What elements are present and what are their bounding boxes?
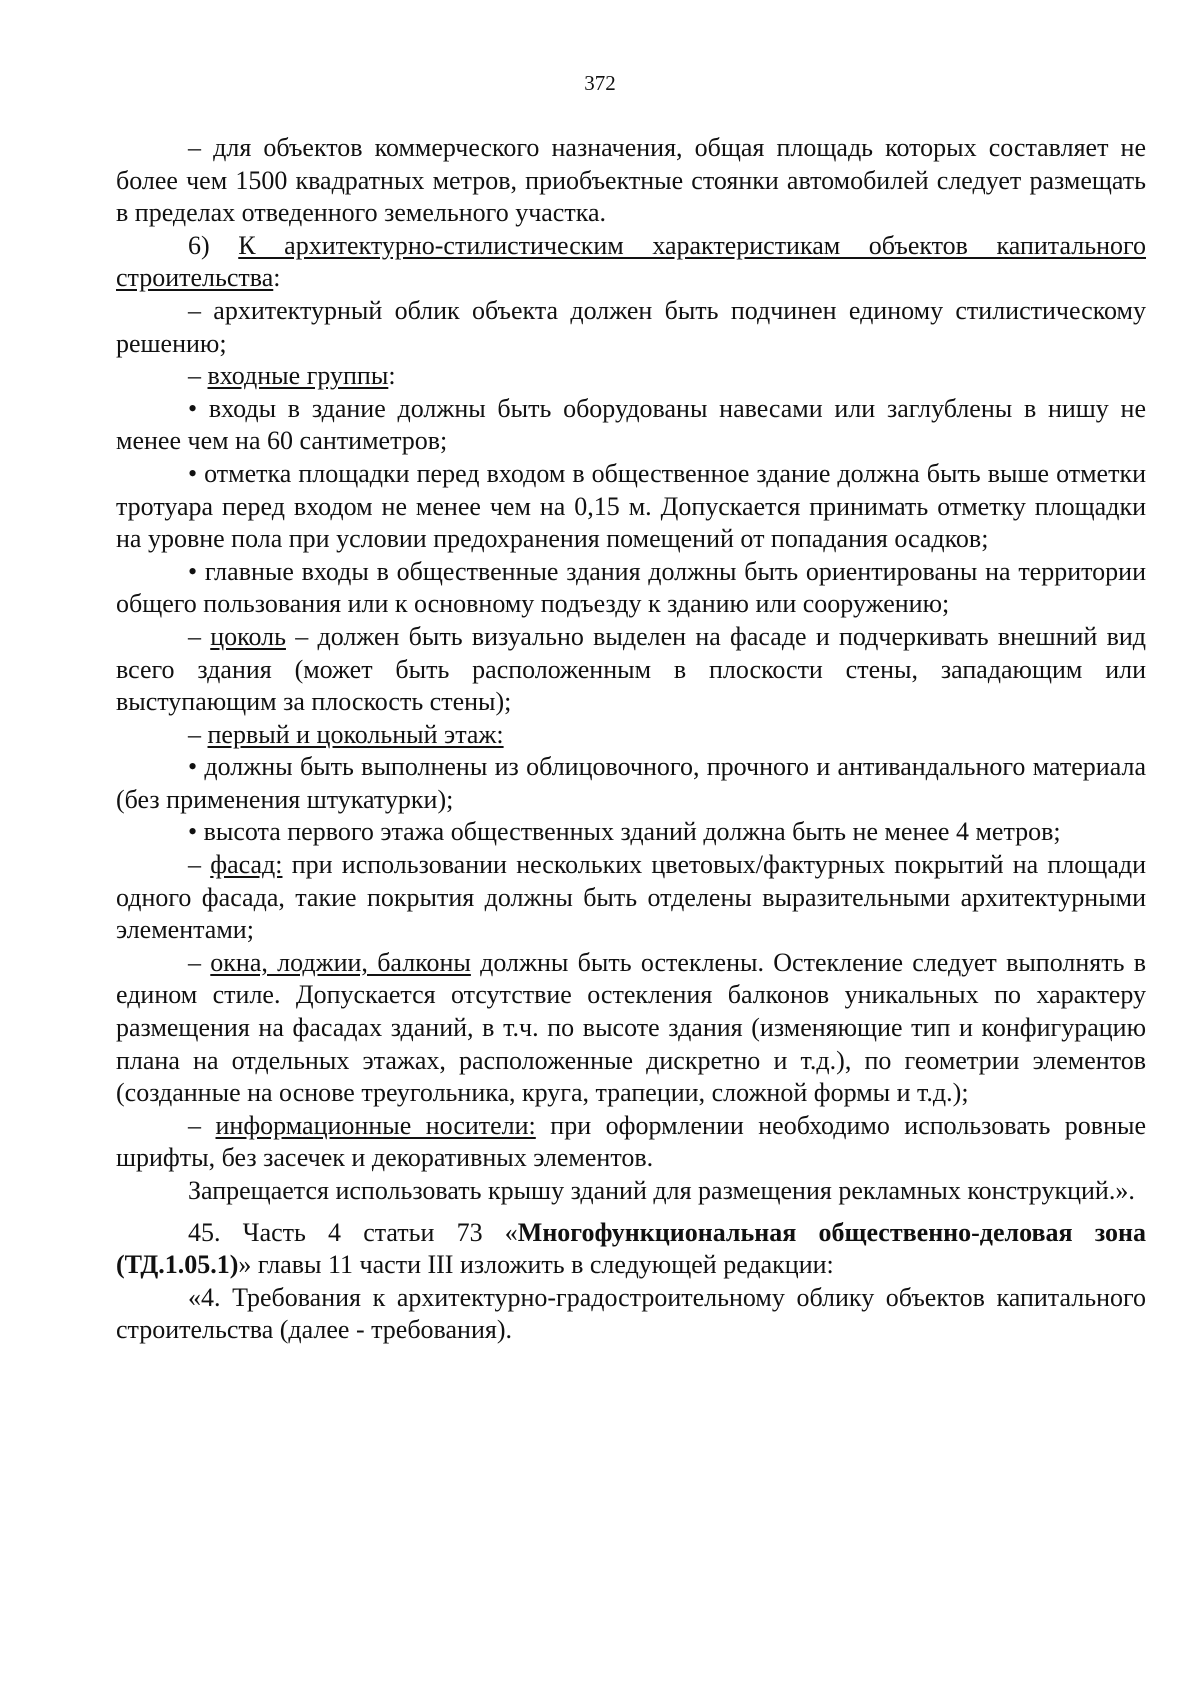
text-run: » главы 11 части III изложить в следующей редакции: bbox=[238, 1250, 834, 1280]
text-run: при оформлении необходимо использовать ровные шрифты, без засечек и декоративных элементов. bbox=[116, 1110, 1146, 1173]
text-run: Запрещается использовать крышу зданий для размещения рекламных конструкций.». bbox=[188, 1176, 1135, 1205]
paragraph bbox=[116, 360, 1146, 393]
text-run: – bbox=[188, 1110, 216, 1140]
paragraph bbox=[116, 816, 1146, 849]
paragraph bbox=[116, 719, 1146, 752]
text-run: – должен быть визуально выделен на фасаде и подчеркивать внешний вид всего здания (может быть расположенным в плоскости стены, западающим или выступающим за плоскость стены); bbox=[116, 621, 1146, 717]
underlined-text: окна, лоджии, балконы bbox=[210, 947, 471, 977]
paragraph bbox=[116, 1217, 1146, 1282]
text-run: : bbox=[388, 361, 396, 391]
paragraph bbox=[116, 1110, 1146, 1175]
text-run: • входы в здание должны быть оборудованы навесами или заглублены в нишу не менее чем на 60 сантиметров; bbox=[116, 393, 1146, 456]
text-run: : bbox=[273, 263, 281, 293]
paragraph bbox=[116, 751, 1146, 816]
text-run: – bbox=[188, 361, 208, 391]
underlined-text: первый и цокольный этаж: bbox=[207, 719, 504, 749]
paragraph bbox=[116, 1175, 1146, 1208]
underlined-text: информационные носители: bbox=[215, 1110, 536, 1140]
text-run: • высота первого этажа общественных зданий должна быть не менее 4 метров; bbox=[188, 817, 1061, 847]
paragraph bbox=[116, 295, 1146, 360]
text-run: – bbox=[188, 947, 211, 977]
text-run: – bbox=[188, 850, 211, 880]
underlined-text: фасад: bbox=[210, 850, 283, 880]
paragraph bbox=[116, 556, 1146, 621]
text-run: • отметка площадки перед входом в общественное здание должна быть выше отметки тротуара перед входом не менее чем на 0,15 м. Допускается принимать отметку площадки на уровне пола при условии предохранения помещений от попадания осадков; bbox=[116, 458, 1146, 554]
text-run: должны быть остеклены. Остекление следует выполнять в едином стиле. Допускается отсутствие остекления балконов уникальных по характеру размещения на фасадах зданий, в т.ч. по высоте здания (изменяющие тип и конфигурацию плана на отдельных этажах, расположенные дискретно и т.д.), по геометрии элементов (созданные на основе треугольника, круга, трапеции, сложной формы и т.д.); bbox=[116, 947, 1147, 1108]
underlined-text: К архитектурно-стилистическим характеристикам объектов капитального строительства bbox=[116, 230, 1146, 293]
paragraph bbox=[116, 621, 1146, 719]
text-run: 6) bbox=[188, 230, 239, 260]
text-run: • главные входы в общественные здания должны быть ориентированы на территории общего пользования или к основному подъезду к зданию или сооружению; bbox=[116, 556, 1146, 619]
paragraph bbox=[116, 947, 1146, 1110]
paragraph bbox=[116, 230, 1146, 295]
paragraph bbox=[116, 1282, 1146, 1347]
text-run: «4. Требования к архитектурно-градостроительному облику объектов капитального строительства (далее - требования). bbox=[116, 1282, 1146, 1345]
paragraph bbox=[116, 132, 1146, 230]
document-body bbox=[116, 132, 1146, 1347]
text-run: – архитектурный облик объекта должен быть подчинен единому стилистическому решению; bbox=[116, 295, 1146, 358]
text-run: при использовании нескольких цветовых/фактурных покрытий на площади одного фасада, такие покрытия должны быть отделены выразительными архитектурными элементами; bbox=[116, 850, 1147, 945]
text-run: – bbox=[188, 621, 211, 651]
paragraph bbox=[116, 393, 1146, 458]
text-run: • должны быть выполнены из облицовочного, прочного и антивандального материала (без применения штукатурки); bbox=[116, 752, 1146, 814]
bold-text: Многофункциональная общественно-деловая зона (ТД.1.05.1) bbox=[116, 1217, 1146, 1280]
text-run: – bbox=[188, 719, 208, 749]
underlined-text: входные группы bbox=[207, 361, 389, 391]
page-number: 372 bbox=[584, 71, 616, 95]
text-run: 45. Часть 4 статьи 73 « bbox=[188, 1217, 518, 1247]
text-run: – для объектов коммерческого назначения, общая площадь которых составляет не более чем 1500 квадратных метров, приобъектные стоянки автомобилей следует размещать в пределах отведенного земельного участка. bbox=[116, 133, 1146, 228]
paragraph bbox=[116, 458, 1146, 556]
paragraph bbox=[116, 849, 1146, 947]
underlined-text: цоколь bbox=[210, 621, 286, 651]
